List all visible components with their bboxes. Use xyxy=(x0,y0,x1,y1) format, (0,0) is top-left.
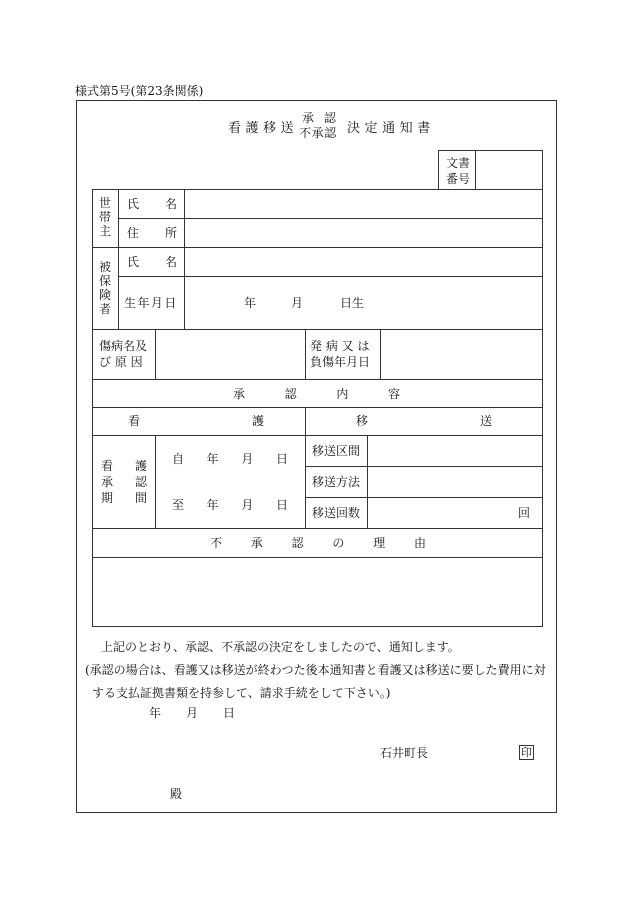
addressee-suffix: 殿 xyxy=(170,787,183,801)
disapproval-reason-header: 不 承 認 の 理 由 xyxy=(210,536,426,550)
issuer-name: 石井町長 xyxy=(380,746,429,760)
dob-year: 年 xyxy=(244,296,257,310)
injury-cause-field[interactable] xyxy=(160,346,300,362)
title-option-disapprove: 不承認 xyxy=(299,126,337,140)
notice-line-3: する支払証拠書類を持参して、請求手続をして下さい。) xyxy=(92,686,391,700)
seal-mark: 印 xyxy=(521,746,532,759)
injury-cause-label-1: 傷病名及 xyxy=(99,339,148,353)
householder-group-label: 世 帯 主 xyxy=(98,196,111,238)
period-to: 至 年 月 日 xyxy=(172,498,288,512)
doc-number-label-2: 番号 xyxy=(446,172,471,186)
onset-date-field[interactable] xyxy=(385,346,537,362)
transport-section-label: 移送区間 xyxy=(312,444,361,458)
insured-name-label: 氏 名 xyxy=(127,255,177,269)
notice-line-1: 上記のとおり、承認、不承認の決定をしましたので、通知します。 xyxy=(101,640,460,654)
transport-section-field[interactable] xyxy=(372,444,537,460)
care-header: 看 護 xyxy=(128,414,264,428)
onset-date-label-2: 負傷年月日 xyxy=(310,355,371,369)
insured-name-field[interactable] xyxy=(190,255,538,271)
householder-address-field[interactable] xyxy=(190,226,538,242)
disapproval-reason-field[interactable] xyxy=(96,562,538,622)
notice-line-2: (承認の場合は、看護又は移送が終わつた後本通知書と看護又は移送に要した費用に対 xyxy=(85,663,546,677)
dob-day: 日生 xyxy=(340,296,365,310)
approval-content-header: 承 認 内 容 xyxy=(233,387,400,401)
doc-number-label-1: 文書 xyxy=(446,156,471,170)
title-right: 決定通知書 xyxy=(347,121,435,136)
householder-name-label: 氏 名 xyxy=(127,197,177,211)
transport-count-label: 移送回数 xyxy=(312,506,361,520)
insured-group-label: 被 保 険 者 xyxy=(98,260,111,316)
insured-dob-label: 生年月日 xyxy=(124,296,178,310)
transport-method-field[interactable] xyxy=(372,475,537,491)
dob-month: 月 xyxy=(291,296,304,310)
period-from: 自 年 月 日 xyxy=(172,452,288,466)
form-number-label: 様式第5号(第23条関係) xyxy=(75,84,204,98)
injury-cause-label-2: び 原 因 xyxy=(99,355,143,369)
transport-count-unit: 回 xyxy=(518,506,531,520)
householder-address-label: 住 所 xyxy=(127,226,177,240)
transport-header: 移 送 xyxy=(356,414,492,428)
householder-name-field[interactable] xyxy=(190,197,538,213)
onset-date-label-1: 発 病 又 は xyxy=(310,339,370,353)
title-left: 看護移送 xyxy=(228,121,299,136)
title-option-approve: 承 認 xyxy=(302,111,339,125)
transport-method-label: 移送方法 xyxy=(312,475,361,489)
